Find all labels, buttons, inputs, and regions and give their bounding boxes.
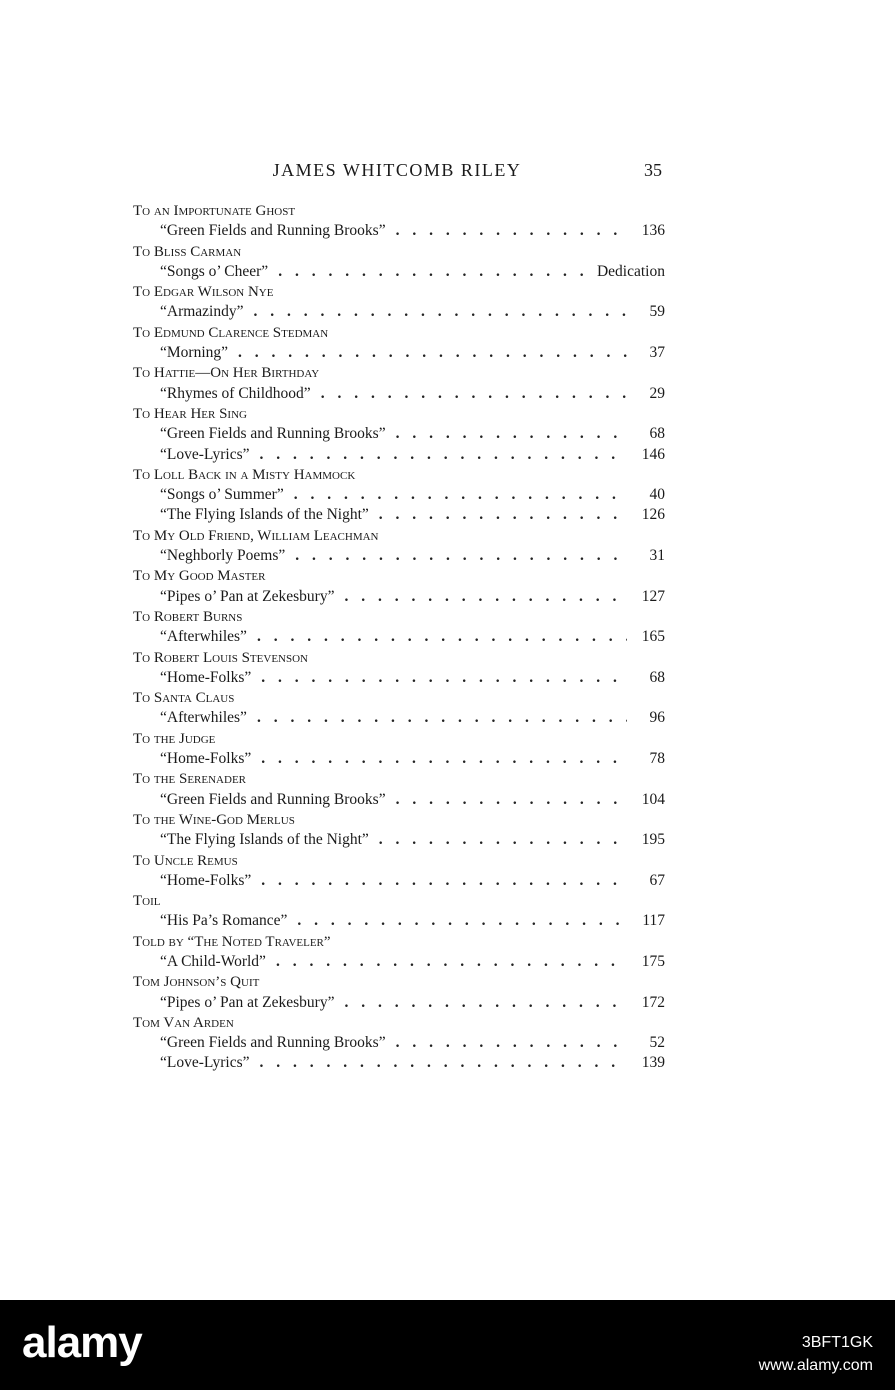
entry-reference	[133, 952, 665, 972]
running-title: JAMES WHITCOMB RILEY	[272, 160, 522, 180]
entry-heading: To the Wine-God Merlus	[133, 811, 295, 828]
entry-heading: To Edmund Clarence Stedman	[133, 324, 329, 341]
dot-leader	[379, 830, 627, 850]
dot-leader	[254, 302, 628, 322]
entry-reference	[133, 262, 665, 282]
work-title: “Afterwhiles”	[160, 628, 247, 646]
dot-leader	[260, 445, 627, 465]
running-head	[132, 160, 662, 186]
dot-leader	[257, 627, 627, 647]
work-title: “Pipes o’ Pan at Zekesbury”	[160, 993, 335, 1011]
page-reference: 126	[641, 506, 665, 524]
page-reference: 136	[641, 222, 665, 240]
page-reference: 68	[649, 425, 665, 443]
page-reference: 139	[641, 1054, 665, 1072]
entry-heading: Tom Van Arden	[133, 1014, 234, 1031]
work-title: “Home-Folks”	[160, 871, 252, 889]
page-reference: 96	[649, 709, 665, 727]
poem-index	[133, 201, 665, 1074]
dot-leader	[396, 790, 627, 810]
work-title: “Green Fields and Running Brooks”	[160, 790, 386, 808]
entry-reference	[133, 830, 665, 850]
alamy-logo: alamy	[22, 1318, 142, 1367]
page-reference: 31	[649, 547, 665, 565]
page-reference: 165	[641, 628, 665, 646]
page-reference: 195	[641, 831, 665, 849]
entry-reference	[133, 587, 665, 607]
entry-reference	[133, 505, 665, 525]
entry-reference	[133, 1053, 665, 1073]
page-reference: 37	[649, 344, 665, 362]
work-title: “The Flying Islands of the Night”	[160, 506, 369, 524]
page-reference: 59	[649, 303, 665, 321]
work-title: “His Pa’s Romance”	[160, 912, 288, 930]
dot-leader	[294, 485, 627, 505]
dot-leader	[396, 424, 627, 444]
page-reference: 146	[641, 445, 665, 463]
work-title: “Pipes o’ Pan at Zekesbury”	[160, 587, 335, 605]
entry-heading: Told by “The Noted Traveler”	[133, 933, 331, 950]
entry-heading: To My Old Friend, William Leachman	[133, 527, 379, 544]
entry-reference	[133, 790, 665, 810]
entry-heading: To Bliss Carman	[133, 243, 242, 260]
entry-reference	[133, 546, 665, 566]
dot-leader	[344, 587, 627, 607]
entry-reference	[133, 485, 665, 505]
work-title: “Songs o’ Cheer”	[160, 262, 269, 280]
work-title: “Love-Lyrics”	[160, 1054, 250, 1072]
page-reference: 127	[641, 587, 665, 605]
entry-reference	[133, 424, 665, 444]
page-reference: 40	[649, 486, 665, 504]
work-title: “Rhymes of Childhood”	[160, 384, 311, 402]
dot-leader	[257, 708, 627, 728]
page-reference: 29	[649, 384, 665, 402]
work-title: “A Child-World”	[160, 952, 266, 970]
entry-heading: To My Good Master	[133, 568, 266, 585]
page-reference: Dedication	[596, 262, 665, 280]
entry-reference	[133, 384, 665, 404]
entry-reference	[133, 343, 665, 363]
entry-heading: To Uncle Remus	[133, 852, 238, 869]
entry-heading: To the Serenader	[133, 771, 246, 788]
entry-heading: To Loll Back in a Misty Hammock	[133, 466, 356, 483]
page-number: 35	[644, 160, 662, 180]
entry-heading: To Hattie—On Her Birthday	[133, 365, 320, 382]
entry-reference	[133, 911, 665, 931]
page-reference: 172	[641, 993, 665, 1011]
entry-reference	[133, 1033, 665, 1053]
work-title: “Neghborly Poems”	[160, 547, 286, 565]
entry-heading: To an Importunate Ghost	[133, 203, 296, 219]
dot-leader	[344, 993, 627, 1013]
dot-leader	[396, 1033, 627, 1053]
page-reference: 67	[649, 871, 665, 889]
dot-leader	[261, 668, 627, 688]
entry-heading: To Edgar Wilson Nye	[133, 284, 274, 301]
dot-leader	[297, 911, 627, 931]
page-reference: 175	[641, 952, 665, 970]
dot-leader	[260, 1053, 627, 1073]
entry-reference	[133, 749, 665, 769]
dot-leader	[278, 262, 587, 282]
page-reference: 104	[641, 790, 665, 808]
work-title: “Morning”	[160, 344, 229, 362]
entry-reference	[133, 627, 665, 647]
watermark-url: www.alamy.com	[758, 1357, 873, 1374]
work-title: “Songs o’ Summer”	[160, 486, 284, 504]
page-reference: 68	[649, 668, 665, 686]
page-reference: 52	[649, 1034, 665, 1052]
dot-leader	[276, 952, 627, 972]
entry-heading: To Robert Burns	[133, 608, 243, 625]
dot-leader	[261, 871, 627, 891]
entry-heading: Tom Johnson’s Quit	[133, 974, 260, 991]
work-title: “Green Fields and Running Brooks”	[160, 425, 386, 443]
dot-leader	[321, 384, 627, 404]
entry-heading: To Hear Her Sing	[133, 405, 247, 422]
work-title: “Love-Lyrics”	[160, 445, 250, 463]
entry-reference	[133, 221, 665, 241]
page-reference: 78	[649, 750, 665, 768]
dot-leader	[238, 343, 627, 363]
dot-leader	[261, 749, 627, 769]
dot-leader	[379, 505, 627, 525]
entry-heading: Toil	[133, 893, 161, 910]
page-reference: 117	[642, 912, 665, 930]
entry-heading: To Robert Louis Stevenson	[133, 649, 308, 666]
entry-reference	[133, 993, 665, 1013]
work-title: “The Flying Islands of the Night”	[160, 831, 369, 849]
entry-reference	[133, 871, 665, 891]
dot-leader	[295, 546, 627, 566]
entry-reference	[133, 668, 665, 688]
work-title: “Green Fields and Running Brooks”	[160, 1034, 386, 1052]
dot-leader	[396, 221, 627, 241]
entry-reference	[133, 708, 665, 728]
entry-reference	[133, 302, 665, 322]
entry-reference	[133, 445, 665, 465]
work-title: “Armazindy”	[160, 303, 244, 321]
entry-heading: To the Judge	[133, 730, 216, 747]
work-title: “Afterwhiles”	[160, 709, 247, 727]
image-code: 3BFT1GK	[801, 1334, 873, 1351]
work-title: “Green Fields and Running Brooks”	[160, 222, 386, 240]
work-title: “Home-Folks”	[160, 750, 252, 768]
entry-heading: To Santa Claus	[133, 690, 235, 707]
work-title: “Home-Folks”	[160, 668, 252, 686]
